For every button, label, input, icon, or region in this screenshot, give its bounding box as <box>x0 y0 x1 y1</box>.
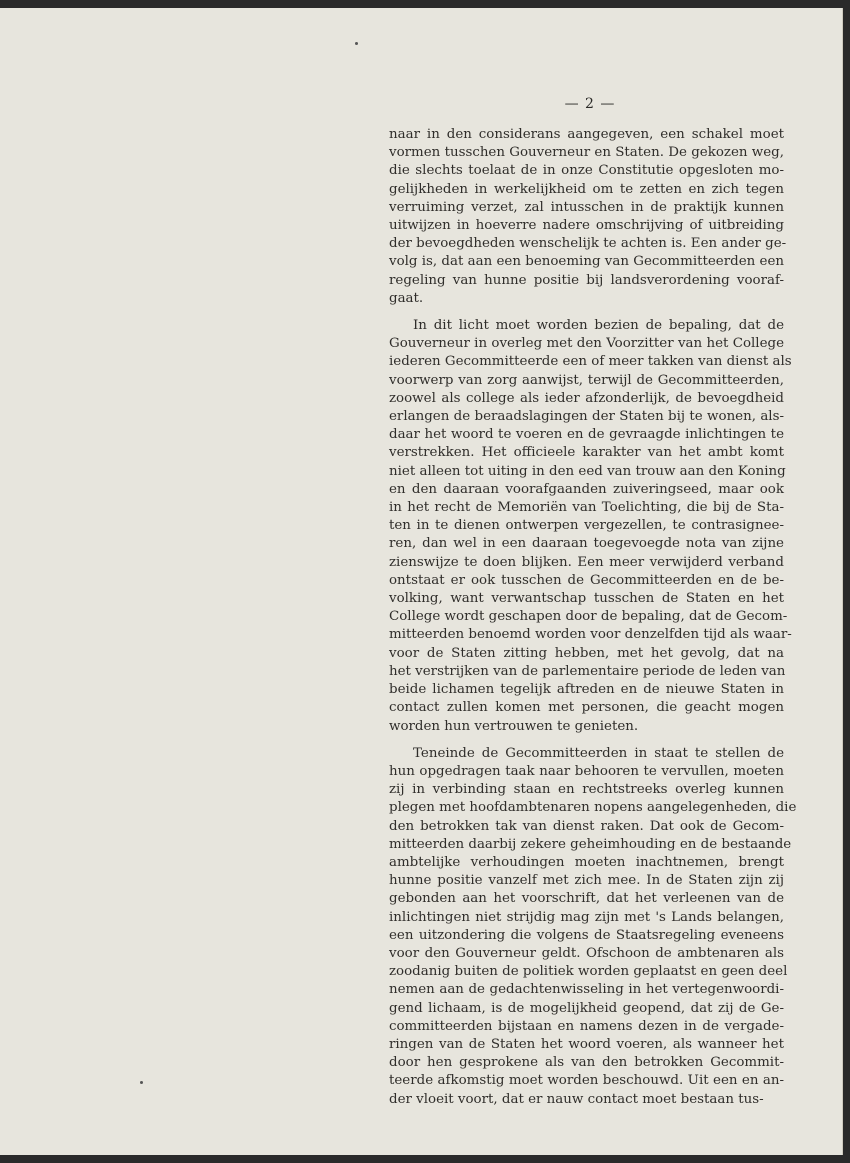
text-line: In dit licht moet worden bezien de bepaling, dat de <box>413 318 784 334</box>
text-line: zoowel als college als ieder afzonderlijk, de bevoegdheid <box>389 390 784 406</box>
document-page <box>0 8 843 1155</box>
text-line: contact zullen komen met personen, die geacht mogen <box>389 700 784 716</box>
paragraph <box>389 317 792 736</box>
text-line: hun opgedragen taak naar behooren te vervullen, moeten <box>389 763 784 779</box>
text-line: erlangen de beraadslagingen der Staten bij te wonen, als- <box>389 409 784 425</box>
text-line: committeerden bijstaan en namens dezen in de vergade- <box>389 1018 784 1034</box>
text-line: ambtelijke verhoudingen moeten inachtnemen, brengt <box>389 854 784 870</box>
text-line: plegen met hoofdambtenaren nopens aangelegenheden, die <box>389 800 797 816</box>
text-line: hunne positie vanzelf met zich mee. In de Staten zijn zij <box>389 873 784 889</box>
text-line: iederen Gecommitteerde een of meer takken van dienst als <box>389 354 792 370</box>
text-line: ringen van de Staten het woord voeren, als wanneer het <box>389 1036 784 1052</box>
text-line: het verstrijken van de parlementaire periode de leden van <box>389 663 786 679</box>
text-line: der vloeit voort, dat er nauw contact moet bestaan tus- <box>389 1091 764 1107</box>
text-line: Gouverneur in overleg met den Voorzitter van het College <box>389 336 784 352</box>
paper-speck <box>140 1081 143 1084</box>
text-line: uitwijzen in hoeverre nadere omschrijving of uitbreiding <box>389 218 784 234</box>
text-line: voor de Staten zitting hebben, met het gevolg, dat na <box>389 645 784 661</box>
text-line: nemen aan de gedachtenwisseling in het vertegenwoordi- <box>389 982 784 998</box>
text-line: inlichtingen niet strijdig mag zijn met 's Lands belangen, <box>389 909 784 925</box>
page-number: — 2 — <box>564 96 616 112</box>
text-line: den betrokken tak van dienst raken. Dat ook de Gecom- <box>389 818 784 834</box>
text-line: voorwerp van zorg aanwijst, terwijl de Gecommitteerden, <box>389 372 784 388</box>
text-line: Teneinde de Gecommitteerden in staat te stellen de <box>413 745 784 761</box>
text-line: teerde afkomstig moet worden beschouwd. Uit een en an- <box>389 1073 784 1089</box>
text-line: ren, dan wel in een daaraan toegevoegde nota van zijne <box>389 536 784 552</box>
text-line: mitteerden benoemd worden voor denzelfden tijd als waar- <box>389 627 792 643</box>
text-line: die slechts toelaat de in onze Constitutie opgesloten mo- <box>389 163 784 179</box>
text-line: niet alleen tot uiting in den eed van trouw aan den Koning <box>389 463 786 479</box>
paragraph <box>389 126 787 308</box>
text-line: voor den Gouverneur geldt. Ofschoon de ambtenaren als <box>389 945 784 961</box>
text-line: zoodanig buiten de politiek worden geplaatst en geen deel <box>389 964 788 980</box>
text-line: der bevoegdheden wenschelijk te achten is. Een ander ge- <box>389 236 787 252</box>
text-line: zij in verbinding staan en rechtstreeks overleg kunnen <box>389 782 784 798</box>
text-line: vormen tusschen Gouverneur en Staten. De gekozen weg, <box>389 145 784 161</box>
text-line: ontstaat er ook tusschen de Gecommitteerden en de be- <box>389 572 784 588</box>
body-text <box>389 126 797 1118</box>
text-line: worden hun vertrouwen te genieten. <box>389 718 639 734</box>
text-line: in het recht de Memoriën van Toelichting, die bij de Sta- <box>389 500 784 516</box>
text-line: gebonden aan het voorschrift, dat het verleenen van de <box>389 891 784 907</box>
paper-speck <box>355 42 358 45</box>
text-line: beide lichamen tegelijk aftreden en de nieuwe Staten in <box>389 682 784 698</box>
text-line: daar het woord te voeren en de gevraagde inlichtingen te <box>389 427 784 443</box>
text-line: verruiming verzet, zal intusschen in de praktijk kunnen <box>389 199 784 215</box>
text-line: gend lichaam, is de mogelijkheid geopend, dat zij de Ge- <box>389 1000 784 1016</box>
text-line: naar in den considerans aangegeven, een schakel moet <box>389 127 784 142</box>
paragraph <box>389 745 797 1109</box>
text-line: zienswijze te doen blijken. Een meer verwijderd verband <box>389 554 784 570</box>
text-line: regeling van hunne positie bij landsverordening vooraf- <box>389 272 784 288</box>
text-line: een uitzondering die volgens de Staatsregeling eveneens <box>389 927 784 943</box>
text-line: gaat. <box>389 290 424 306</box>
text-line: ten in te dienen ontwerpen vergezellen, te contrasignee- <box>389 518 784 534</box>
text-line: en den daaraan voorafgaanden zuiveringseed, maar ook <box>389 481 784 497</box>
text-line: volking, want verwantschap tusschen de Staten en het <box>389 591 784 607</box>
text-line: College wordt geschapen door de bepaling, dat de Gecom- <box>389 609 788 625</box>
text-line: door hen gesprokene als van den betrokken Gecommit- <box>389 1055 784 1071</box>
text-line: mitteerden daarbij zekere geheimhouding en de bestaande <box>389 836 792 852</box>
text-line: volg is, dat aan een benoeming van Gecommitteerden een <box>389 254 784 270</box>
text-line: gelijkheden in werkelijkheid om te zetten en zich tegen <box>389 181 784 197</box>
text-line: verstrekken. Het officieele karakter van het ambt komt <box>389 445 784 461</box>
